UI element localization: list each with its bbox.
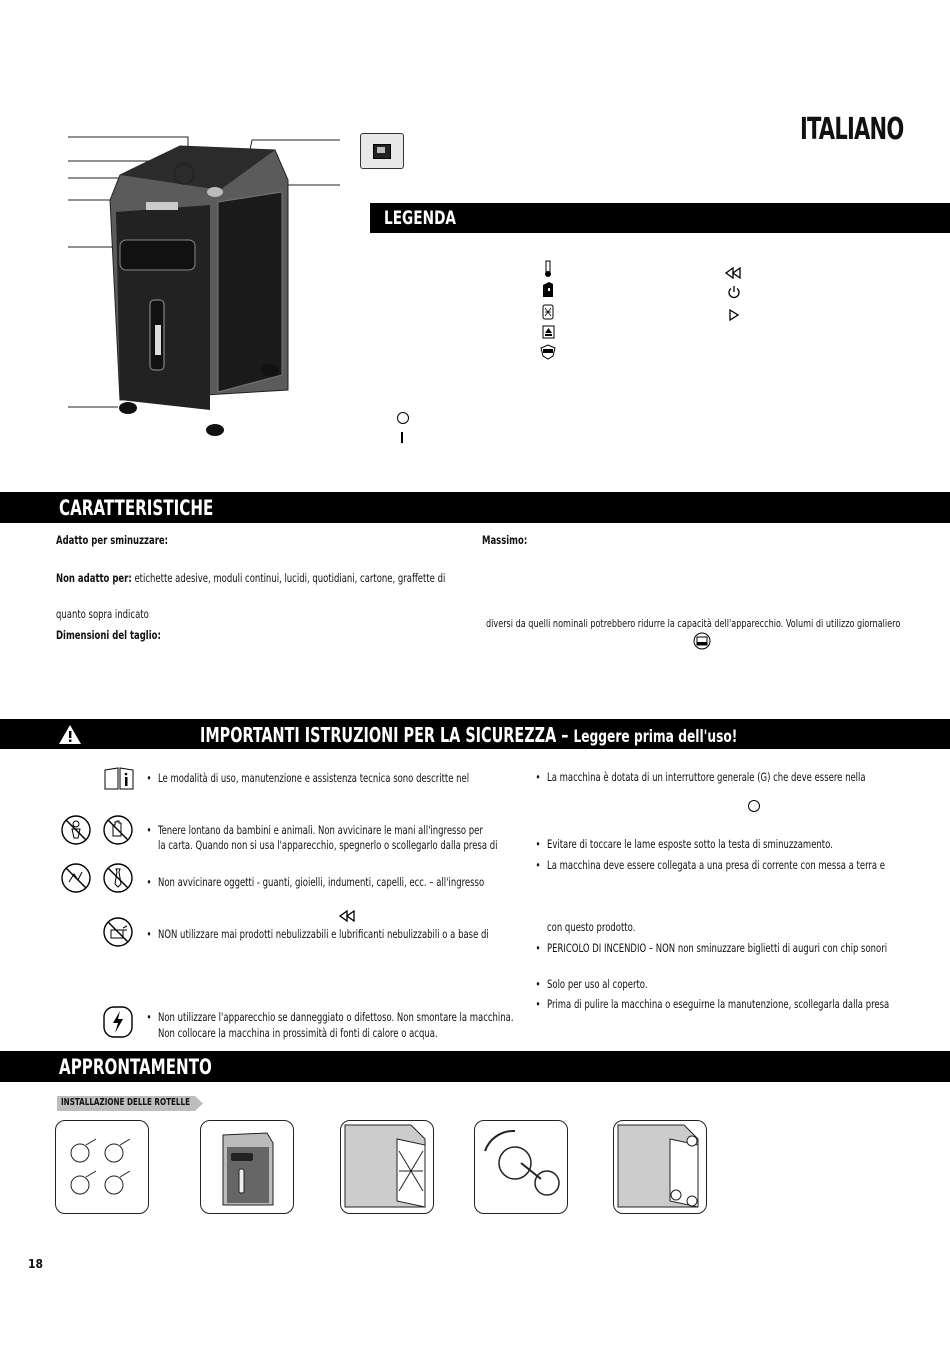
legenda-heading-bar xyxy=(370,203,950,233)
safety-right-1: • La macchina è dotata di un interruttore generale (G) che deve essere nella xyxy=(547,770,866,784)
caratteristiche-heading: CARATTERISTICHE xyxy=(59,496,214,520)
step-panel-caster-detail xyxy=(474,1120,568,1214)
power-icon xyxy=(727,284,741,303)
step-panel-shredder-casters xyxy=(613,1120,707,1214)
bin-full-icon xyxy=(542,304,554,324)
manual-icon xyxy=(103,767,135,795)
overload-icon xyxy=(542,324,555,343)
safesense-icon xyxy=(540,344,556,364)
sicurezza-heading xyxy=(200,723,737,747)
off-circle-icon xyxy=(748,800,760,812)
approntamento-heading-bar xyxy=(0,1051,950,1082)
safety-right-2: • Evitare di toccare le lame esposte sotto la testa di sminuzzamento. xyxy=(547,837,833,851)
safety-left-2: • Tenere lontano da bambini e animali. Non avvicinare le mani all'ingresso per xyxy=(158,823,483,837)
safety-left-6: • Non utilizzare l'apparecchio se danneggiato o difettoso. Non smontare la macchina. xyxy=(158,1010,514,1024)
safety-right-7: • Prima di pulire la macchina o eseguirne la manutenzione, scollegarla dalla presa xyxy=(547,997,889,1011)
sicurezza-heading-main: IMPORTANTI ISTRUZIONI PER LA SICUREZZA – xyxy=(200,723,569,747)
no-aerosol-icon xyxy=(102,916,134,952)
safety-right-6: • Solo per uso al coperto. xyxy=(547,977,648,991)
sicurezza-heading-bar xyxy=(0,719,950,749)
forward-icon xyxy=(728,306,740,325)
safety-left-7: Non collocare la macchina in prossimità di fonti di calore o acqua. xyxy=(158,1026,438,1040)
legenda-heading: LEGENDA xyxy=(384,207,457,229)
reverse-icon-inline xyxy=(338,907,356,926)
non-adatto-text: etichette adesive, moduli continui, lucidi, quotidiani, cartone, graffette di xyxy=(134,571,446,585)
language-title: ITALIANO xyxy=(800,112,904,147)
safety-left-1: • Le modalità di uso, manutenzione e assistenza tecnica sono descritte nel xyxy=(158,771,469,785)
step-panel-shredder-upright xyxy=(200,1120,294,1214)
warning-icon xyxy=(58,724,82,749)
door-open-icon xyxy=(542,282,554,302)
non-adatto-row xyxy=(56,571,445,585)
non-adatto-label: Non adatto per: xyxy=(56,571,132,585)
safety-right-3: • La macchina deve essere collegata a una presa di corrente con messa a terra e xyxy=(547,858,885,872)
duty-cycle-icon xyxy=(693,632,711,654)
quanto-text: quanto sopra indicato xyxy=(56,607,149,621)
page-number: 18 xyxy=(28,1257,44,1271)
dimensioni-label: Dimensioni del taglio: xyxy=(56,628,161,642)
diversi-text: diversi da quelli nominali potrebbero ridurre la capacità dell'apparecchio. Volumi di utilizzo giornaliero xyxy=(486,617,901,630)
no-children-icon xyxy=(60,814,92,850)
electric-hazard-icon xyxy=(103,1006,133,1042)
shredder-illustration xyxy=(60,130,360,450)
safety-right-5: • PERICOLO DI INCENDIO – NON non sminuzzare biglietti di auguri con chip sonori xyxy=(547,941,887,955)
installazione-tag xyxy=(57,1096,195,1111)
thermometer-icon xyxy=(542,260,554,282)
safety-left-4: • Non avvicinare oggetti - guanti, gioielli, indumenti, capelli, ecc. – all'ingresso xyxy=(158,875,484,889)
safety-left-3: la carta. Quando non si usa l'apparecchio, spegnerlo o scollegarlo dalla presa di xyxy=(158,838,498,852)
safety-right-4: con questo prodotto. xyxy=(547,920,636,934)
massimo-label: Massimo: xyxy=(482,533,528,547)
reverse-icon xyxy=(724,264,742,283)
no-loose-items-icon xyxy=(60,862,92,898)
safety-left-5: • NON utilizzare mai prodotti nebulizzabili e lubrificanti nebulizzabili o a base di xyxy=(158,927,489,941)
no-tie-icon xyxy=(102,862,134,898)
step-panel-shredder-tilted xyxy=(340,1120,434,1214)
installazione-tag-label: INSTALLAZIONE DELLE ROTELLE xyxy=(61,1097,191,1108)
sicurezza-heading-sub: Leggere prima dell'uso! xyxy=(573,727,738,747)
main-switch-icon xyxy=(360,133,404,169)
off-symbol-circle xyxy=(397,412,409,424)
step-panel-casters xyxy=(55,1120,149,1214)
approntamento-heading: APPRONTAMENTO xyxy=(59,1055,212,1079)
caratteristiche-heading-bar xyxy=(0,492,950,523)
on-symbol-line xyxy=(401,432,403,443)
no-hands-icon xyxy=(102,814,134,850)
adatto-label: Adatto per sminuzzare: xyxy=(56,533,169,547)
